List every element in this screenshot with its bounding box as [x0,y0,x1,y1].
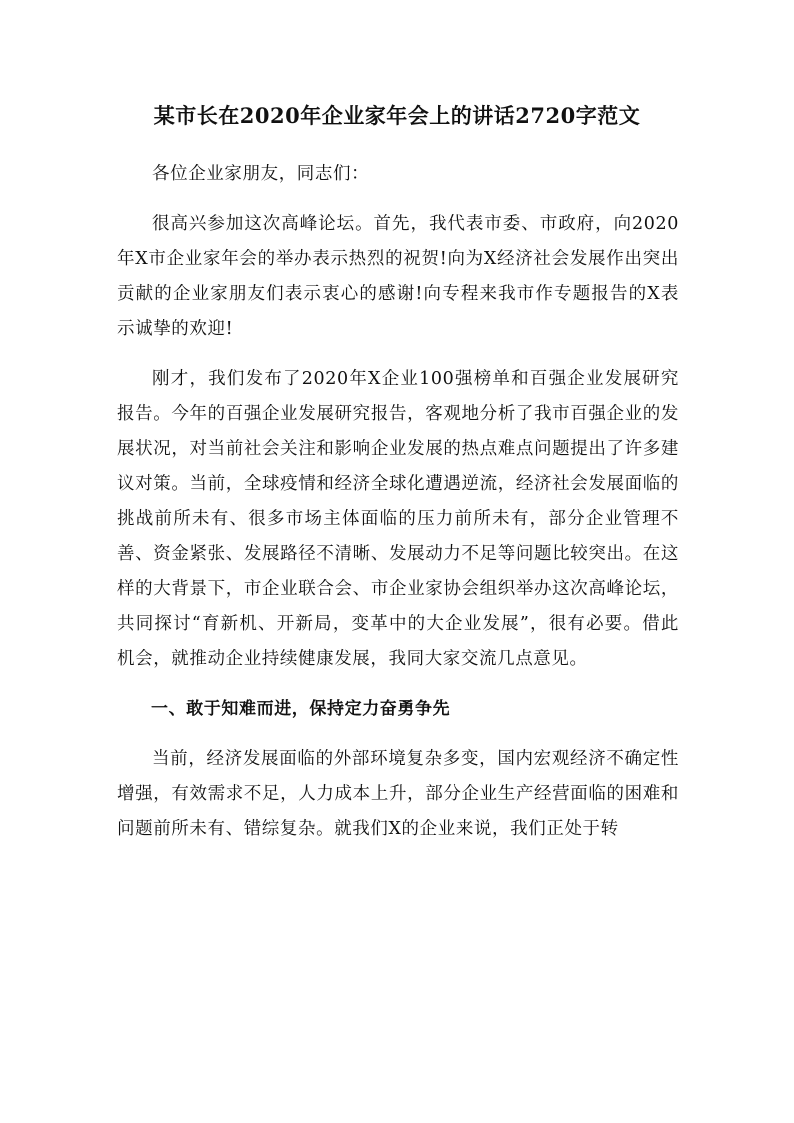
salutation-paragraph: 各位企业家朋友，同志们： [152,164,370,184]
document-body [117,157,679,862]
section-heading: 一、敢于知难而进，保持定力奋勇争先 [151,699,451,719]
background-paragraph: 刚才，我们发布了2020年X企业100强榜单和百强企业发展研究报告。今年的百强企业发展研究报告，客观地分析了我市百强企业的发展状况，对当前社会关注和影响企业发展的热点难点问题提出了许多建议对策。当前，全球疫情和经济全球化遭遇逆流，经济社会发展面临的挑战前所未有、很多市场主体面临的压力前所未有，部分企业管理不善、资金紧张、发展路径不清晰、发展动力不足等问题比较突出。在这样的大背景下，市企业联合会、市企业家协会组织举办这次高峰论坛，共同探讨“育新机、开新局，变革中的大企业发展”，很有必要。借此机会，就推动企业持续健康发展，我同大家交流几点意见。 [117,369,679,669]
document-title: 某市长在2020年企业家年会上的讲话2720字范文 [153,103,641,128]
opening-paragraph: 很高兴参加这次高峰论坛。首先，我代表市委、市政府，向2020年X市企业家年会的举办表示热烈的祝贺!向为X经济社会发展作出突出贡献的企业家朋友们表示衷心的感谢!向专程来我市作专题报告的X表示诚挚的欢迎! [117,214,679,339]
section-paragraph: 当前，经济发展面临的外部环境复杂多变，国内宏观经济不确定性增强，有效需求不足，人力成本上升，部分企业生产经营面临的困难和问题前所未有、错综复杂。就我们X的企业来说，我们正处于转 [117,749,679,839]
